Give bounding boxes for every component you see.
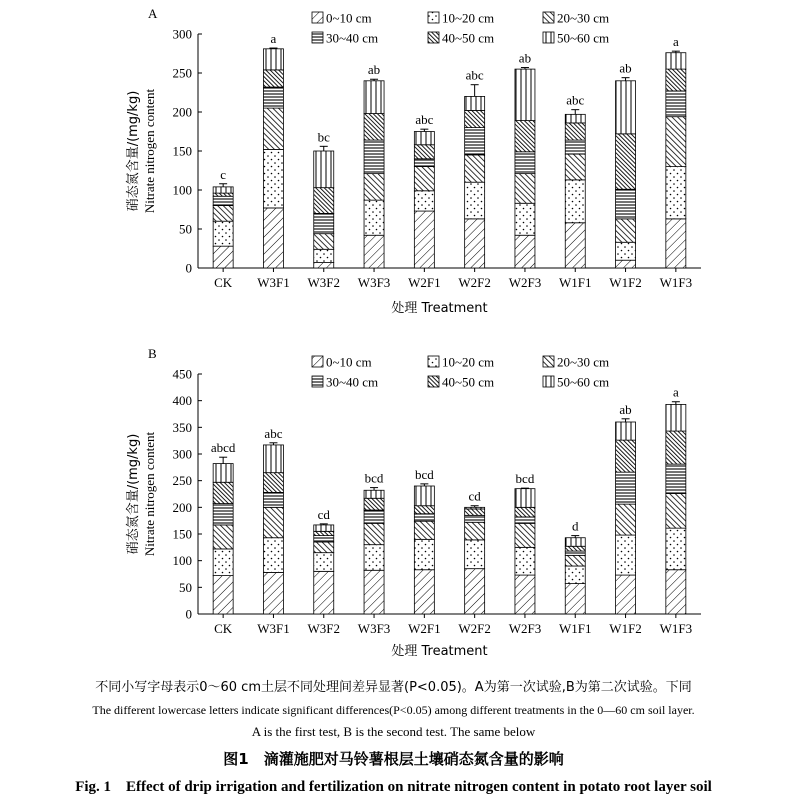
bar-segment xyxy=(465,182,485,219)
bar-segment xyxy=(666,528,686,570)
y-tick-label: 150 xyxy=(172,526,192,542)
y-tick-label: 250 xyxy=(172,65,192,81)
bar-segment xyxy=(364,570,384,614)
bar-segment xyxy=(465,509,485,515)
x-axis-title: 处理 Treatment xyxy=(391,301,488,316)
legend-label: 50~60 cm xyxy=(557,30,610,46)
legend-swatch xyxy=(428,376,439,387)
legend-swatch xyxy=(428,12,439,23)
x-tick-label: W1F2 xyxy=(609,275,642,290)
bar-segment xyxy=(565,566,585,584)
significance-letter: bcd xyxy=(414,466,434,482)
bar-segment xyxy=(666,69,686,91)
x-tick-label: W2F2 xyxy=(458,275,491,290)
x-tick-label: W3F2 xyxy=(307,275,340,290)
legend-label: 40~50 cm xyxy=(442,374,495,390)
bar-segment xyxy=(213,549,233,576)
legend-label: 20~30 cm xyxy=(557,10,610,26)
x-tick-label: W1F2 xyxy=(609,621,642,636)
y-tick-label: 300 xyxy=(172,446,192,462)
panel-label: B xyxy=(148,346,157,361)
bar-segment xyxy=(616,440,636,472)
x-tick-label: W3F2 xyxy=(307,621,340,636)
legend-swatch xyxy=(543,376,554,387)
y-tick-label: 400 xyxy=(172,393,192,409)
x-tick-label: W2F1 xyxy=(408,275,441,290)
y-tick-label: 250 xyxy=(172,473,192,489)
bar-segment xyxy=(666,167,686,219)
x-tick-label: W1F1 xyxy=(559,275,592,290)
x-tick-label: W1F1 xyxy=(559,621,592,636)
bar-segment xyxy=(616,472,636,504)
bar-segment xyxy=(364,114,384,141)
bar-segment xyxy=(213,221,233,246)
legend-swatch xyxy=(312,376,323,387)
bar-segment xyxy=(666,91,686,117)
bar-segment xyxy=(314,536,334,542)
significance-letter: ab xyxy=(619,401,632,417)
bar-segment xyxy=(213,196,233,205)
bar-segment xyxy=(314,553,334,572)
bar-segment xyxy=(616,535,636,575)
significance-letter: bcd xyxy=(515,471,535,487)
bar-segment xyxy=(364,490,384,498)
bar-segment xyxy=(314,525,334,531)
y-tick-label: 450 xyxy=(172,366,192,382)
legend-swatch xyxy=(543,12,554,23)
legend-swatch xyxy=(312,356,323,367)
bar-segment xyxy=(213,576,233,614)
bar-segment xyxy=(364,200,384,235)
bar-segment xyxy=(263,108,283,149)
x-tick-label: W2F1 xyxy=(408,621,441,636)
bar-segment xyxy=(515,517,535,523)
bar-segment xyxy=(666,219,686,268)
x-tick-label: W2F3 xyxy=(508,621,542,636)
y-tick-label: 50 xyxy=(179,221,192,237)
bar-segment xyxy=(263,445,283,473)
bar-segment xyxy=(364,81,384,114)
x-tick-label: W3F3 xyxy=(357,621,391,636)
significance-letter: ab xyxy=(619,60,632,76)
bar-segment xyxy=(414,486,434,506)
x-tick-label: W3F1 xyxy=(257,275,290,290)
y-tick-label: 200 xyxy=(172,104,192,120)
figure-title-en: Fig. 1 Effect of drip irrigation and fertilization on nitrate nitrogen content in potato root layer soil xyxy=(75,779,712,795)
y-axis-title-en: Nitrate nitrogen content xyxy=(142,88,157,214)
bar-segment xyxy=(616,504,636,535)
legend-swatch xyxy=(312,12,323,23)
bar-segment xyxy=(465,128,485,155)
bar-segment xyxy=(414,570,434,614)
bar-segment xyxy=(414,521,434,539)
bar-segment xyxy=(616,575,636,614)
x-tick-label: W2F2 xyxy=(458,621,491,636)
bar-segment xyxy=(314,213,334,233)
x-tick-label: W3F1 xyxy=(257,621,290,636)
bar-segment xyxy=(213,482,233,503)
bar-segment xyxy=(213,187,233,193)
bar-segment xyxy=(565,223,585,268)
bar-segment xyxy=(314,531,334,535)
bar-segment xyxy=(616,260,636,268)
bar-segment xyxy=(314,234,334,250)
bar-segment xyxy=(666,404,686,431)
panel-label: A xyxy=(148,6,158,21)
bar-segment xyxy=(465,522,485,540)
x-tick-label: W3F3 xyxy=(357,275,391,290)
x-tick-label: W1F3 xyxy=(659,275,693,290)
significance-letter: ab xyxy=(367,62,381,78)
caption-en-note: The different lowercase letters indicate significant differences(P<0.05) among different treatments in the 0—60 cm soil layer. xyxy=(92,703,695,717)
bar-segment xyxy=(465,507,485,509)
bar-segment xyxy=(565,114,585,123)
significance-letter: cd xyxy=(317,506,330,522)
bar-segment xyxy=(213,206,233,222)
bar-segment xyxy=(465,219,485,268)
y-axis-title-cn: 硝态氮含量/(mg/kg) xyxy=(126,433,141,555)
y-tick-label: 50 xyxy=(179,579,192,595)
y-tick-label: 100 xyxy=(172,182,192,198)
caption-en-note-2: A is the first test, B is the second test. The same below xyxy=(251,724,536,739)
bar-segment xyxy=(565,584,585,614)
legend-label: 50~60 cm xyxy=(557,374,610,390)
y-axis-title-cn: 硝态氮含量/(mg/kg) xyxy=(126,90,141,212)
legend-label: 0~10 cm xyxy=(326,354,372,370)
bar-segment xyxy=(213,464,233,483)
y-tick-label: 300 xyxy=(172,26,192,42)
figure-title-cn: 图1 滴灌施肥对马铃薯根层土壤硝态氮含量的影响 xyxy=(223,750,564,768)
bar-segment xyxy=(515,203,535,235)
bar-segment xyxy=(364,498,384,510)
bar-segment xyxy=(213,504,233,525)
bar-segment xyxy=(414,145,434,159)
legend-swatch xyxy=(543,356,554,367)
bar-segment xyxy=(515,507,535,517)
legend-label: 40~50 cm xyxy=(442,30,495,46)
bar-segment xyxy=(565,140,585,154)
legend-label: 10~20 cm xyxy=(442,354,495,370)
bar-segment xyxy=(565,555,585,566)
bar-segment xyxy=(263,538,283,573)
bar-segment xyxy=(616,134,636,189)
bar-segment xyxy=(263,492,283,507)
bar-segment xyxy=(666,431,686,464)
x-tick-label: W1F3 xyxy=(659,621,693,636)
bar-segment xyxy=(616,422,636,440)
significance-letter: c xyxy=(220,166,227,182)
significance-letter: cd xyxy=(468,488,481,504)
bar-segment xyxy=(515,575,535,614)
bar-segment xyxy=(314,249,334,262)
bar-segment xyxy=(666,570,686,614)
significance-letter: a xyxy=(672,384,679,400)
bar-segment xyxy=(616,189,636,219)
y-tick-label: 0 xyxy=(185,260,192,276)
bar-segment xyxy=(314,571,334,614)
bar-segment xyxy=(666,464,686,493)
y-tick-label: 350 xyxy=(172,419,192,435)
bar-segment xyxy=(465,515,485,522)
legend-label: 0~10 cm xyxy=(326,10,372,26)
legend-label: 30~40 cm xyxy=(326,374,379,390)
significance-letter: a xyxy=(672,34,679,50)
bar-segment xyxy=(314,542,334,553)
legend-label: 30~40 cm xyxy=(326,30,379,46)
bar-segment xyxy=(565,123,585,140)
bar-segment xyxy=(565,180,585,223)
bar-segment xyxy=(616,219,636,242)
bar-segment xyxy=(616,81,636,134)
bar-segment xyxy=(213,246,233,268)
legend-swatch xyxy=(312,32,323,43)
bar-segment xyxy=(414,539,434,569)
bar-segment xyxy=(465,110,485,127)
legend-swatch xyxy=(428,32,439,43)
significance-letter: abc xyxy=(264,425,283,441)
significance-letter: abc xyxy=(415,112,434,128)
x-tick-label: CK xyxy=(214,621,233,636)
bar-segment xyxy=(666,53,686,69)
bar-segment xyxy=(465,569,485,614)
bar-segment xyxy=(414,211,434,268)
x-tick-label: CK xyxy=(214,275,233,290)
bar-segment xyxy=(414,167,434,191)
significance-letter: d xyxy=(572,518,579,534)
bar-segment xyxy=(414,159,434,167)
bar-segment xyxy=(314,151,334,188)
significance-letter: abc xyxy=(566,92,585,108)
bar-segment xyxy=(364,174,384,201)
bar-segment xyxy=(515,523,535,547)
x-axis-title: 处理 Treatment xyxy=(391,644,488,659)
bar-segment xyxy=(515,152,535,174)
bar-segment xyxy=(414,506,434,514)
y-axis-title-en: Nitrate nitrogen content xyxy=(142,431,157,557)
legend-swatch xyxy=(543,32,554,43)
bar-segment xyxy=(364,140,384,174)
bar-segment xyxy=(263,149,283,208)
bar-segment xyxy=(515,69,535,120)
bar-segment xyxy=(263,507,283,537)
significance-letter: abc xyxy=(465,67,484,83)
bar-segment xyxy=(515,121,535,152)
legend-label: 10~20 cm xyxy=(442,10,495,26)
bar-segment xyxy=(565,551,585,555)
bar-segment xyxy=(364,510,384,523)
bar-segment xyxy=(666,117,686,167)
bar-segment xyxy=(364,235,384,268)
bar-segment xyxy=(213,525,233,549)
significance-letter: a xyxy=(270,31,277,47)
bar-segment xyxy=(565,538,585,547)
bar-segment xyxy=(515,174,535,204)
bar-segment xyxy=(314,263,334,268)
bar-segment xyxy=(515,547,535,575)
bar-segment xyxy=(263,473,283,493)
caption-cn-note: 不同小写字母表示0～60 cm土层不同处理间差异显著(P<0.05)。A为第一次试验,B为第二次试验。下同 xyxy=(95,680,692,695)
chart-panel-b xyxy=(125,346,701,659)
bar-segment xyxy=(515,489,535,508)
bar-segment xyxy=(465,155,485,182)
legend-swatch xyxy=(428,356,439,367)
x-tick-label: W2F3 xyxy=(508,275,542,290)
bar-segment xyxy=(364,523,384,544)
significance-letter: bc xyxy=(317,129,330,145)
bar-segment xyxy=(465,96,485,110)
bar-segment xyxy=(263,572,283,614)
bar-segment xyxy=(565,154,585,180)
bar-segment xyxy=(414,514,434,521)
significance-letter: bcd xyxy=(364,470,384,486)
bar-segment xyxy=(314,188,334,214)
bar-segment xyxy=(263,70,283,87)
bar-segment xyxy=(465,540,485,569)
y-tick-label: 200 xyxy=(172,499,192,515)
y-tick-label: 0 xyxy=(185,606,192,622)
bar-segment xyxy=(263,208,283,268)
legend-label: 20~30 cm xyxy=(557,354,610,370)
y-tick-label: 150 xyxy=(172,143,192,159)
bar-segment xyxy=(263,87,283,108)
bar-segment xyxy=(414,132,434,145)
bar-segment xyxy=(616,242,636,260)
y-tick-label: 100 xyxy=(172,553,192,569)
bar-segment xyxy=(213,193,233,196)
bar-segment xyxy=(565,546,585,551)
significance-letter: ab xyxy=(518,50,532,66)
bar-segment xyxy=(364,545,384,571)
bar-segment xyxy=(666,493,686,528)
significance-letter: abcd xyxy=(210,440,236,456)
bar-segment xyxy=(414,191,434,211)
bar-segment xyxy=(263,49,283,70)
chart-panel-a xyxy=(125,6,701,316)
bar-segment xyxy=(515,235,535,268)
